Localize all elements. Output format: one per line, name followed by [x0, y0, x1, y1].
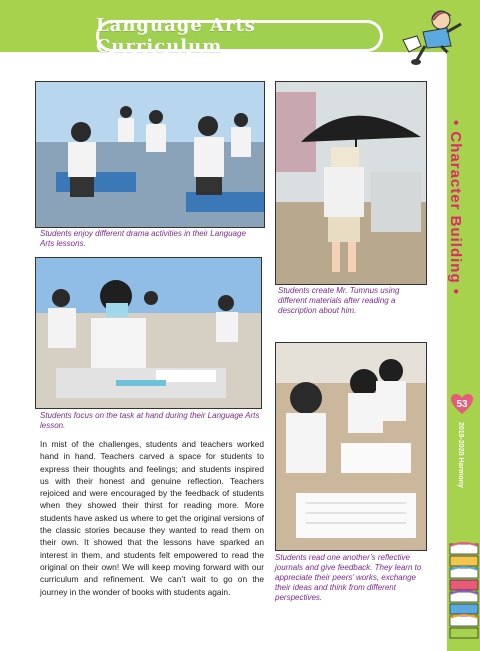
students-focus-image: [36, 258, 261, 408]
page-number: 53: [456, 398, 468, 410]
book-stack-illustration: [448, 540, 480, 644]
photo-focus-task: [35, 257, 262, 409]
classroom-drama-image: [36, 82, 264, 227]
caption-mr-tumnus: Students create Mr. Tumnus using different materials after reading a description about him.: [278, 286, 400, 315]
photo-reflective-journals: [275, 342, 427, 551]
page-title: Language Arts Curriculum: [96, 15, 256, 57]
reflective-journals-image: [276, 343, 426, 550]
yearbook-label: 2019-2020 Harmony: [457, 422, 464, 488]
body-paragraph: In mist of the challenges, students and teachers worked hand in hand. Teachers carved a space for students to express their thoughts and feelings; and students inspired us with their honest and genuine reflection. Teachers rejoiced and were encouraged by the feedback of students when they showed their thirst for reading more. More students have asked us where to get the original versions of the classic stories because they wanted to read them on their own. It showed that the lessons have sparked an interest in them, and students felt empowered to read the original on their own! We will keep moving forward with our curriculum and refinement. We can’t wait to go on the journey in the wonder of books with students again.: [40, 439, 264, 597]
photo-mr-tumnus: [275, 81, 427, 285]
mr-tumnus-image: [276, 82, 426, 284]
title-banner: [96, 15, 383, 57]
caption-drama: Students enjoy different drama activities in their Language Arts lessons.: [40, 229, 246, 248]
caption-journals: Students read one another’s reflective journals and give feedback. They learn to appreciate their peers’ works, exchange their ideas and think from different perspectives.: [275, 553, 422, 602]
page-number-badge: [450, 393, 474, 415]
side-section-title: • Character Building •: [447, 120, 464, 296]
photo-drama-activities: [35, 81, 265, 228]
caption-focus: Students focus on the task at hand during their Language Arts lesson.: [40, 411, 260, 430]
